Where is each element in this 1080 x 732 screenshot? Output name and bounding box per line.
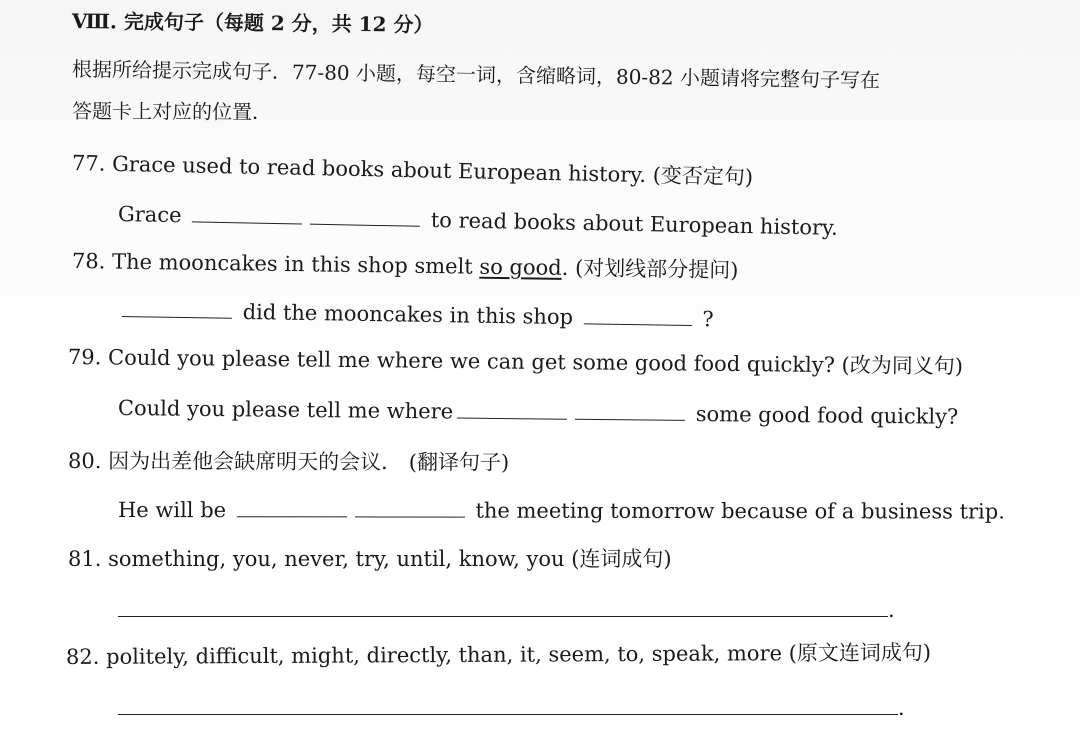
- answer-blank-1[interactable]: [457, 400, 567, 420]
- answer-middle: did the mooncakes in this shop: [242, 299, 574, 330]
- answer-blank-1[interactable]: [192, 203, 302, 224]
- answer-78: [118, 298, 714, 331]
- question-79: [68, 346, 963, 378]
- question-number: 80.: [67, 449, 102, 474]
- question-hint: (改为同义句): [841, 353, 964, 379]
- answer-blank-1[interactable]: [237, 498, 347, 517]
- question-hint: (翻译句子): [408, 450, 510, 475]
- section-title: Ⅷ. 完成句子（每题 2 分，共 12 分）: [71, 9, 434, 37]
- question-number: 78.: [71, 249, 106, 274]
- question-number: 77.: [71, 151, 106, 176]
- instructions-line-1: 根据所给提示完成句子．77-80 小题，每空一词，含缩略词，80-82 小题请将完整句子写在: [71, 57, 881, 93]
- question-text: The mooncakes in this shop smelt: [111, 249, 473, 279]
- answer-80: [118, 498, 1005, 524]
- question-number: 82.: [65, 644, 100, 669]
- question-text: 因为出差他会缺席明天的会议．: [108, 449, 403, 475]
- question-text: Grace used to read books about European history.: [111, 151, 647, 188]
- question-77: [72, 152, 754, 189]
- instructions-line-2: 答题卡上对应的位置．: [71, 99, 273, 125]
- answer-line[interactable]: [118, 598, 888, 617]
- answer-82: [118, 696, 908, 720]
- answer-suffix: to read books about European history.: [430, 208, 839, 240]
- answer-end: .: [898, 696, 905, 720]
- question-text: Could you please tell me where we can get some good food quickly?: [107, 345, 836, 378]
- question-81: [68, 548, 672, 571]
- answer-suffix: ?: [702, 307, 714, 332]
- answer-blank-2[interactable]: [355, 498, 465, 517]
- answer-line[interactable]: [118, 696, 898, 715]
- question-82: [66, 641, 931, 669]
- answer-prefix: Grace: [117, 202, 182, 228]
- answer-suffix: the meeting tomorrow because of a business trip.: [475, 498, 1005, 524]
- question-text: politely, difficult, might, directly, than, it, seem, to, speak, more: [106, 641, 783, 669]
- question-text: something, you, never, try, until, know, you: [108, 547, 565, 571]
- answer-blank-2[interactable]: [575, 401, 685, 421]
- answer-blank-2[interactable]: [310, 206, 420, 227]
- question-text-end: .: [561, 255, 569, 280]
- answer-prefix: Could you please tell me where: [117, 396, 454, 424]
- question-number: 79.: [67, 345, 102, 370]
- question-78: [72, 250, 739, 282]
- answer-end: .: [888, 598, 895, 622]
- answer-blank-1[interactable]: [122, 298, 232, 319]
- question-hint: (变否定句): [652, 163, 754, 190]
- question-hint: (连词成句): [571, 547, 672, 571]
- answer-prefix: He will be: [117, 498, 227, 523]
- answer-suffix: some good food quickly?: [695, 402, 959, 429]
- underlined-phrase: so good: [479, 254, 562, 280]
- answer-79: [118, 396, 959, 429]
- answer-77: [118, 202, 838, 240]
- question-number: 81.: [68, 547, 102, 571]
- answer-blank-2[interactable]: [584, 305, 692, 326]
- answer-81: [118, 598, 898, 622]
- question-80: [68, 450, 509, 475]
- question-hint: (对划线部分提问): [574, 256, 739, 283]
- question-hint: (原文连词成句): [788, 640, 932, 666]
